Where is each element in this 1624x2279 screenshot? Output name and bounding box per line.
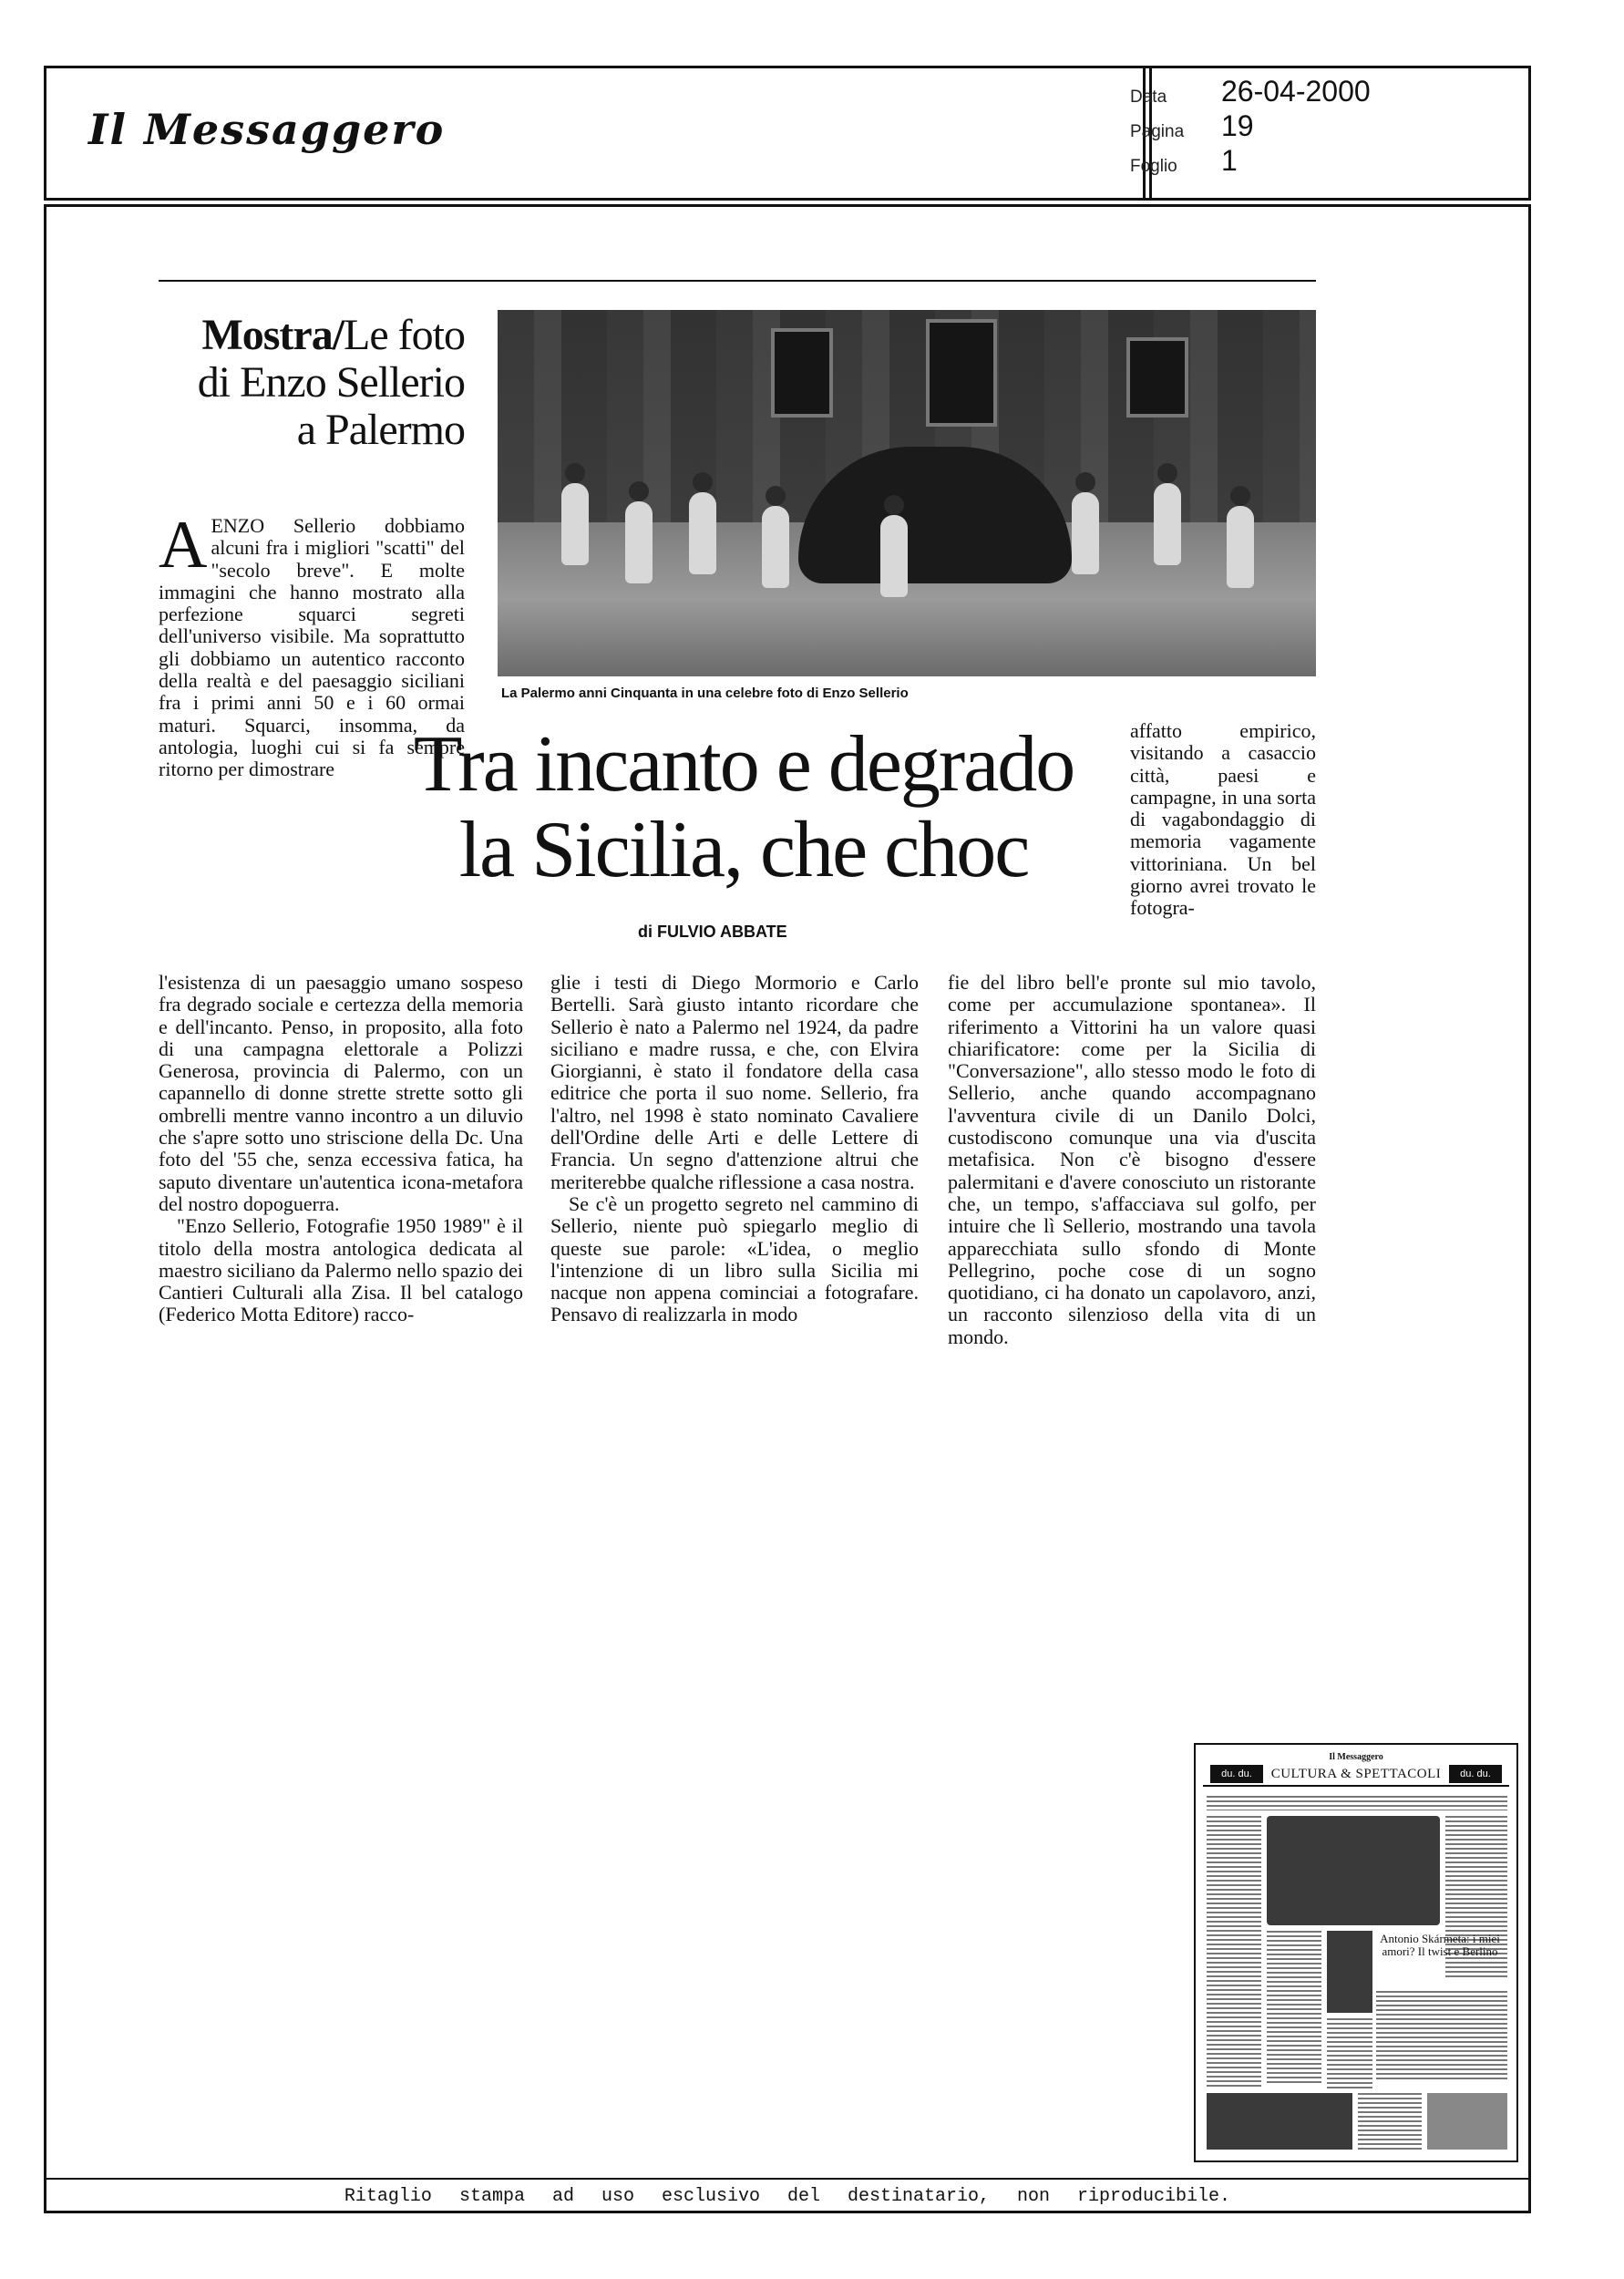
photo-figure — [1227, 506, 1254, 588]
thumbnail-tag-right: du. du. — [1449, 1765, 1502, 1783]
headline-line-2: la Sicilia, che choc — [458, 806, 1029, 894]
headline-line-1: Tra incanto e degrado — [413, 720, 1074, 809]
thumbnail-headline: Antonio Skármeta: i miei amori? Il twist e Berlino — [1380, 1932, 1500, 1958]
page-thumbnail — [1194, 1743, 1518, 2162]
date-value: 26-04-2000 — [1221, 75, 1371, 108]
top-rule — [159, 280, 1316, 282]
photo-figure — [762, 506, 789, 588]
column-1-main-text: l'esistenza di un paesaggio umano sospeso fra degrado sociale e certezza della memoria e dell'incanto. Penso, in proposito, alla foto di una campagna elettorale a Polizzi Generosa, provincia di Palermo, con un capannello di donne strette strette sotto gli ombrelli mentre vanno incontro a un diluvio che s'apre sotto uno striscione della Dc. Una foto del '55 che, senza eccessiva fatica, ha saputo diventare un'autentica icona-metafora del nostro dopoguerra. — [159, 971, 523, 1215]
thumbnail-text-block — [1267, 1931, 1321, 2086]
column-1-main — [159, 972, 523, 1326]
thumbnail-text-block — [1358, 2093, 1422, 2150]
sheet-label: Foglio — [1130, 157, 1177, 176]
byline: di FULVIO ABBATE — [638, 923, 787, 941]
column-1-intro-text: ENZO Sellerio dobbiamo alcuni fra i migliori "scatti" del "secolo breve". E molte immagini che hanno mostrato alla perfezione squarci segreti dell'universo visibile. Ma soprattutto gli dobbiamo un autentico racconto della realtà e del paesaggio siciliani fra i primi anni 50 e i 60 ormai maturi. Squarci, insomma, da antologia, luoghi cui si fa sempre ritorno per dimostrare — [159, 514, 465, 781]
photo-figure — [625, 501, 653, 583]
photo-figure — [880, 515, 908, 597]
photo-caption: La Palermo anni Cinquanta in una celebre foto di Enzo Sellerio — [501, 686, 909, 701]
photo-figure — [1072, 492, 1099, 574]
thumbnail-section-title: CULTURA & SPETTACOLI — [1203, 1767, 1509, 1787]
photo-figure — [1154, 483, 1181, 565]
thumbnail-text-block — [1327, 2018, 1372, 2091]
column-3-main — [948, 972, 1316, 1348]
thumbnail-image — [1207, 2093, 1352, 2150]
page-value: 19 — [1221, 109, 1254, 142]
column-1-intro — [159, 508, 465, 781]
section-title-line-3: a Palermo — [296, 406, 465, 454]
thumbnail-image — [1267, 1816, 1440, 1925]
thumbnail-tag-left: du. du. — [1210, 1765, 1263, 1783]
thumbnail-text-block — [1376, 1991, 1507, 2082]
thumbnail-text-block — [1207, 1816, 1261, 2089]
section-title-line-2: di Enzo Sellerio — [197, 358, 465, 407]
footer-divider — [46, 2178, 1528, 2180]
section-title — [155, 312, 465, 454]
column-3-intro-text: affatto empirico, visitando a casaccio città, paesi e campagne, in una sorta di vagabondaggio di memoria vagamente vittoriniana. Un bel giorno avrei trovato le fotogra- — [1130, 719, 1316, 920]
headline — [370, 722, 1117, 893]
column-2 — [550, 972, 919, 1326]
photo-window — [926, 319, 997, 427]
section-title-rest: Le foto — [344, 311, 465, 359]
photo-window — [771, 328, 833, 418]
column-3-intro — [1130, 720, 1316, 920]
column-1-paragraph-2: "Enzo Sellerio, Fotografie 1950 1989" è il titolo della mostra antologica dedicata al maestro siciliano da Palermo nello spazio dei Cantieri Culturali alla Zisa. Il bel catalogo (Federico Motta Editore) racco- — [159, 1214, 523, 1326]
newspaper-masthead: Il Messaggero — [88, 105, 446, 154]
thumbnail-image — [1427, 2093, 1507, 2150]
column-2-paragraph-2: Se c'è un progetto segreto nel cammino di Sellerio, niente può spiegarlo meglio di queste sue parole: «L'idea, o meglio l'intenzione di un libro sulla Sicilia mi nacque non appena cominciai a fotografare. Pensavo di realizzarla in modo — [550, 1191, 919, 1326]
thumbnail-image — [1327, 1931, 1372, 2013]
thumbnail-text-block — [1207, 1796, 1507, 1810]
photo-window — [1126, 337, 1188, 418]
article-photo — [498, 310, 1316, 676]
date-label: Data — [1130, 88, 1167, 107]
section-title-bold: Mostra/ — [201, 311, 344, 359]
footer-notice: Ritaglio stampa ad uso esclusivo del destinatario, non riproducibile. — [344, 2186, 1231, 2207]
photo-figure — [689, 492, 716, 574]
column-3-main-text: fie del libro bell'e pronte sul mio tavolo, come per accumulazione spontanea». Il riferimento a Vittorini ha un valore quasi chiarificatore: come per la Sicilia di "Conversazione", allo stesso modo le foto di Sellerio, anche quando accompagnano l'avventura civile di un Danilo Dolci, custodiscono comunque una via d'uscita metafisica. Non c'è bisogno d'essere palermitani e d'avere conosciuto un ristorante che, un tempo, s'affacciava sul golfo, per intuire che lì Sellerio, mostrando una tavola apparecchiata sullo sfondo di Monte Pellegrino, poche cose di un sogno quotidiano, ci ha donato un capolavoro, anzi, un racconto silenzioso della vita di un mondo. — [948, 971, 1316, 1348]
sheet-value: 1 — [1221, 144, 1238, 177]
page-label: Pagina — [1130, 122, 1185, 141]
drop-cap: A — [159, 508, 208, 583]
thumbnail-masthead: Il Messaggero — [1329, 1752, 1383, 1762]
column-2-paragraph-1: glie i testi di Diego Mormorio e Carlo Bertelli. Sarà giusto intanto ricordare che Sellerio è nato a Palermo nel 1924, da padre siciliano e madre russa, e che, con Elvira Giorgianni, è stato il fondatore della casa editrice che porta il suo nome. Sellerio, fra l'altro, nel 1998 è stato nominato Cavaliere dell'Ordine delle Arti e delle Lettere di Francia. Un segno d'attenzione altrui che meriterebbe qualche riflessione a casa nostra. — [550, 971, 919, 1193]
photo-figure — [561, 483, 589, 565]
